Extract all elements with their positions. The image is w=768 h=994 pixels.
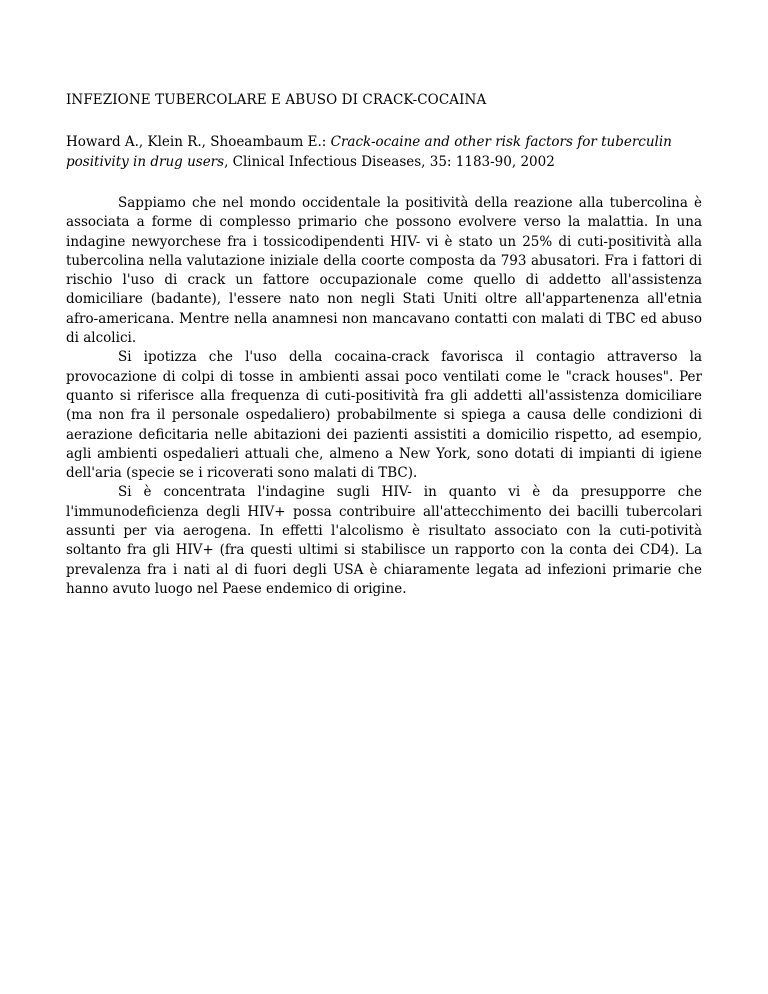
- document-page: [66, 90, 702, 599]
- document-title: INFEZIONE TUBERCOLARE E ABUSO DI CRACK-COCAINA: [66, 92, 487, 108]
- body-paragraph-2: Si ipotizza che l'uso della cocaina-crack favorisca il contagio attraverso la provocazione di colpi di tosse in ambienti assai poco ventilati come le "crack houses". Per quanto si riferisce alla frequenza di cuti-positività fra gli addetti all'assistenza domiciliare (ma non fra il personale ospedaliero) probabilmente si spiega a causa delle condizioni di aerazione deficitaria nelle abitazioni dei pazienti assistiti a domicilio rispetto, ad esempio, agli ambienti ospedalieri attuali che, almeno a New York, sono dotati di impianti di igiene dell'aria (specie se i ricoverati sono malati di TBC).: [66, 349, 702, 482]
- body-paragraph-3: Si è concentrata l'indagine sugli HIV- in quanto vi è da presupporre che l'immunodeficienza degli HIV+ possa contribuire all'attecchimento dei bacilli tubercolari assunti per via aerogena. In effetti l'alcolismo è risultato associato con la cuti-potività soltanto fra gli HIV+ (fra questi ultimi si stabilisce un rapporto con la conta dei CD4). La prevalenza fra i nati al di fuori degli USA è chiaramente legata ad infezioni primarie che hanno avuto luogo nel Paese endemico di origine.: [66, 484, 702, 597]
- citation-authors: Howard A., Klein R., Shoeambaum E.:: [66, 134, 331, 150]
- body-paragraph-1: Sappiamo che nel mondo occidentale la positività della reazione alla tubercolina è associata a forme di complesso primario che possono evolvere verso la malattia. In una indagine newyorchese fra i tossicodipendenti HIV- vi è stato un 25% di cuti-positività alla tubercolina nella valutazione iniziale della coorte composta da 793 abusatori. Fra i fattori di rischio l'uso di crack un fattore occupazionale come quello di addetto all'assistenza domiciliare (badante), l'essere nato non negli Stati Uniti oltre all'appartenenza all'etnia afro-americana. Mentre nella anamnesi non mancavano contatti con malati di TBC ed abuso di alcolici.: [66, 195, 702, 347]
- citation-journal: , Clinical Infectious Diseases, 35: 1183-90, 2002: [224, 154, 555, 170]
- citation-article-title: Crack-ocaine and other risk factors for tuberculin positivity in drug users: [66, 134, 672, 170]
- citation: [66, 132, 702, 172]
